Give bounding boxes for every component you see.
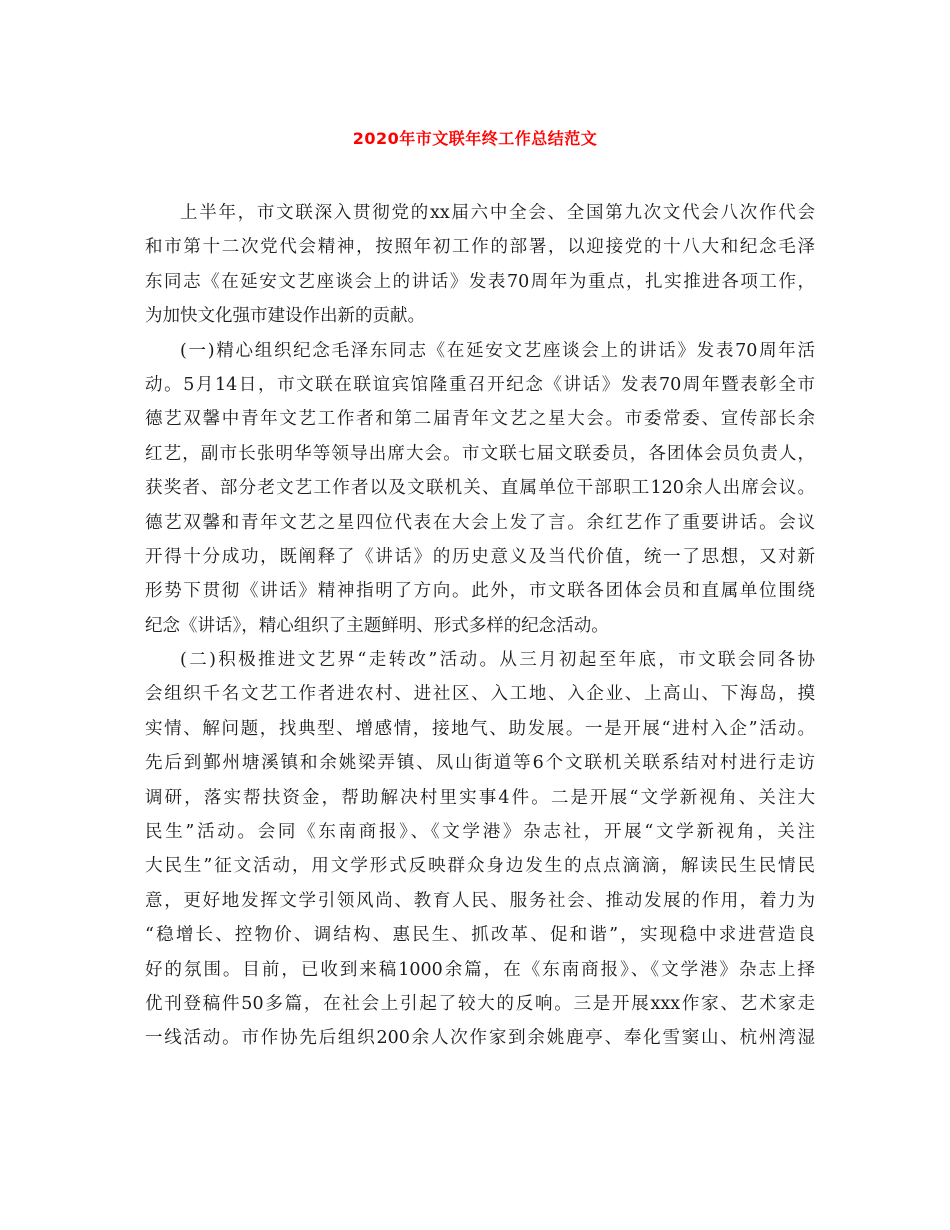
document-title: 2020年市文联年终工作总结范文 xyxy=(352,129,598,148)
text-line: 和市第十二次党代会精神，按照年初工作的部署，以迎接党的十八大和纪念毛泽 xyxy=(145,237,815,258)
text-line: 上半年，市文联深入贯彻党的xx届六中全会、全国第九次文代会八次作代会 xyxy=(180,203,815,223)
text-line: 纪念《讲话》，精心组织了主题鲜明、形式多样的纪念活动。 xyxy=(145,615,609,636)
text-line: 东同志《在延安文艺座谈会上的讲话》发表70周年为重点，扎实推进各项工作， xyxy=(145,271,815,292)
text-line: 形势下贯彻《讲话》精神指明了方向。此外，市文联各团体会员和直属单位围绕 xyxy=(145,581,815,602)
text-line: “稳增长、控物价、调结构、惠民生、抓改革、促和谐”，实现稳中求进营造良 xyxy=(145,925,815,946)
text-line: 好的氛围。目前，已收到来稿1000余篇，在《东南商报》、《文学港》杂志上择 xyxy=(145,959,815,980)
text-line: 会组织千名文艺工作者进农村、进社区、入工地、入企业、上高山、下海岛，摸 xyxy=(145,684,815,705)
text-line: 动。5月14日，市文联在联谊宾馆隆重召开纪念《讲话》发表70周年暨表彰全市 xyxy=(145,374,815,395)
text-line: 开得十分成功，既阐释了《讲话》的历史意义及当代价值，统一了思想，又对新 xyxy=(145,546,815,567)
text-line: 民生”活动。会同《东南商报》、《文学港》杂志社，开展“文学新视角，关注 xyxy=(145,822,815,843)
text-line: 红艺，副市长张明华等领导出席大会。市文联七届文联委员，各团体会员负责人， xyxy=(145,443,815,464)
text-line: 先后到鄞州塘溪镇和余姚梁弄镇、凤山街道等6个文联机关联系结对村进行走访 xyxy=(145,753,815,774)
text-line: 一线活动。市作协先后组织200余人次作家到余姚鹿亭、奉化雪窦山、杭州湾湿 xyxy=(145,1028,815,1049)
text-line: 调研，落实帮扶资金，帮助解决村里实事4件。二是开展“文学新视角、关注大 xyxy=(145,787,815,808)
text-line: (一)精心组织纪念毛泽东同志《在延安文艺座谈会上的讲话》发表70周年活 xyxy=(180,340,815,361)
text-line: 大民生”征文活动，用文学形式反映群众身边发生的点点滴滴，解读民生民情民 xyxy=(145,856,815,877)
text-line: 德艺双馨中青年文艺工作者和第二届青年文艺之星大会。市委常委、宣传部长余 xyxy=(145,409,815,430)
text-line: (二)积极推进文艺界“走转改”活动。从三月初起至年底，市文联会同各协 xyxy=(180,650,815,671)
text-line: 获奖者、部分老文艺工作者以及文联机关、直属单位干部职工120余人出席会议。 xyxy=(145,478,815,499)
text-line: 实情、解问题，找典型、增感情，接地气、助发展。一是开展“进村入企”活动。 xyxy=(145,718,815,739)
text-line: 为加快文化强市建设作出新的贡献。 xyxy=(145,306,425,327)
document-body xyxy=(145,196,815,1056)
text-line: 意，更好地发挥文学引领风尚、教育人民、服务社会、推动发展的作用，着力为 xyxy=(145,890,815,911)
text-line: 优刊登稿件50多篇，在社会上引起了较大的反响。三是开展xxx作家、艺术家走 xyxy=(145,993,815,1014)
text-line: 德艺双馨和青年文艺之星四位代表在大会上发了言。余红艺作了重要讲话。会议 xyxy=(145,512,815,533)
